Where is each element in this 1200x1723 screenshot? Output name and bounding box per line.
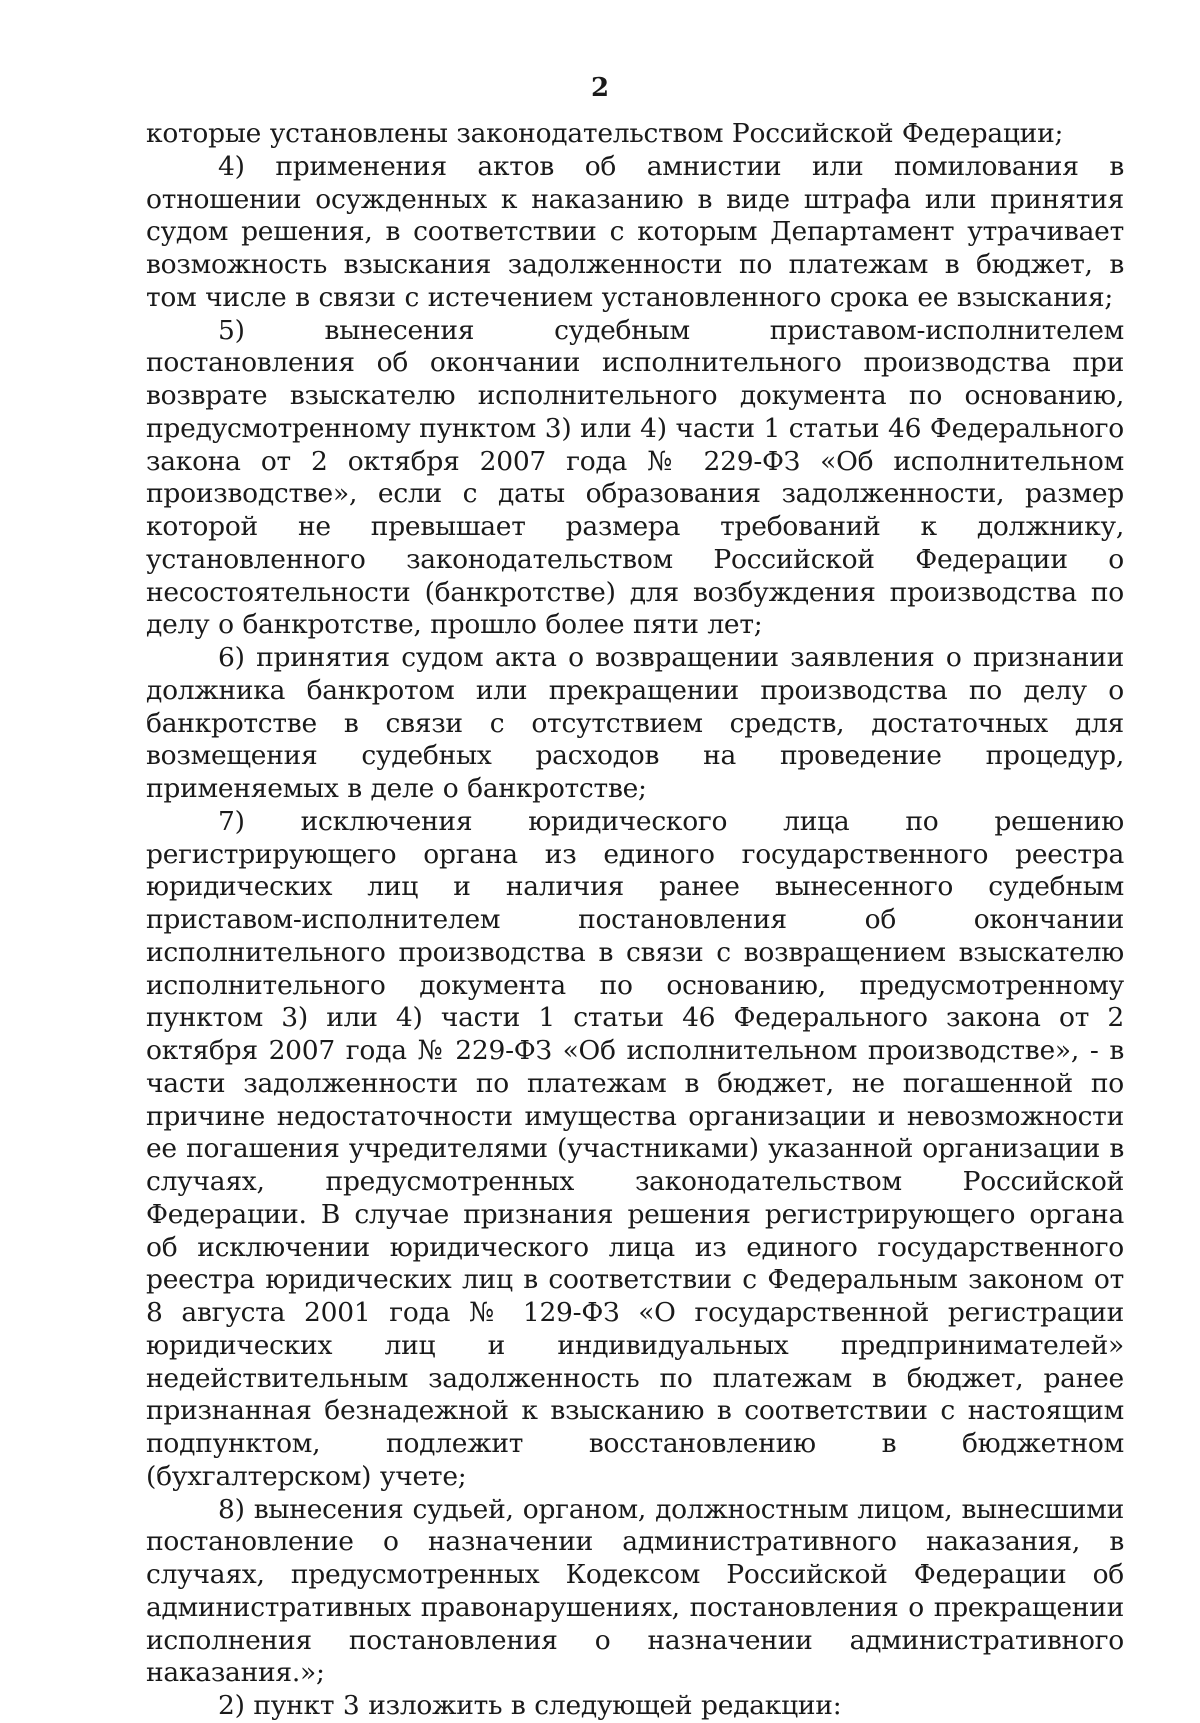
paragraph-continuation: которые установлены законодательством Российской Федерации; <box>146 118 1064 149</box>
page-number: 2 <box>590 73 610 103</box>
paragraph-item-4: 4) применения актов об амнистии или помилования в отношении осужденных к наказанию в виде штрафа или принятия судом решения, в соответствии с которым Департамент утрачивает возможность взыскания задолженности по платежам в бюджет, в том числе в связи с истечением установленного срока ее взыскания; <box>146 150 1124 313</box>
document-body <box>146 118 1124 1723</box>
paragraph-item-5: 5) вынесения судебным приставом-исполнителем постановления об окончании исполнительного производства при возврате взыскателю исполнительного документа по основанию, предусмотренному пунктом 3) или 4) части 1 статьи 46 Федерального закона от 2 октября 2007 года № 229-ФЗ «Об исполнительном производстве», если с даты образования задолженности, размер которой не превышает размера требований к должнику, установленного законодательством Российской Федерации о несостоятельности (банкротстве) для возбуждения производства по делу о банкротстве, прошло более пяти лет; <box>146 314 1125 641</box>
paragraph-item-7: 7) исключения юридического лица по решению регистрирующего органа из единого государственного реестра юридических лиц и наличия ранее вынесенного судебным приставом-исполнителем постановления об окончании исполнительного производства в связи с возвращением взыскателю исполнительного документа по основанию, предусмотренному пунктом 3) или 4) части 1 статьи 46 Федерального закона от 2 октября 2007 года № 229-ФЗ «Об исполнительном производстве», - в части задолженности по платежам в бюджет, не погашенной по причине недостаточности имущества организации и невозможности ее погашения учредителями (участниками) указанной организации в случаях, предусмотренных законодательством Российской Федерации. В случае признания решения регистрирующего органа об исключении юридического лица из единого государственного реестра юридических лиц в соответствии с Федеральным законом от 8 августа 2001 года № 129-ФЗ «О государственной регистрации юридических лиц и индивидуальных предпринимателей» недействительным задолженность по платежам в бюджет, ранее признанная безнадежной к взысканию в соответствии с настоящим подпунктом, подлежит восстановлению в бюджетном (бухгалтерском) учете; <box>146 805 1124 1492</box>
paragraph-item-8: 8) вынесения судьей, органом, должностным лицом, вынесшими постановление о назначении административного наказания, в случаях, предусмотренных Кодексом Российской Федерации об административных правонарушениях, постановления о прекращении исполнения постановления о назначении административного наказания.»; <box>146 1493 1124 1689</box>
paragraph-item-6: 6) принятия судом акта о возвращении заявления о признании должника банкротом или прекращении производства по делу о банкротстве в связи с отсутствием средств, достаточных для возмещения судебных расходов на проведение процедур, применяемых в деле о банкротстве; <box>146 642 1124 804</box>
paragraph-amendment-2: 2) пункт 3 изложить в следующей редакции: <box>218 1690 842 1721</box>
